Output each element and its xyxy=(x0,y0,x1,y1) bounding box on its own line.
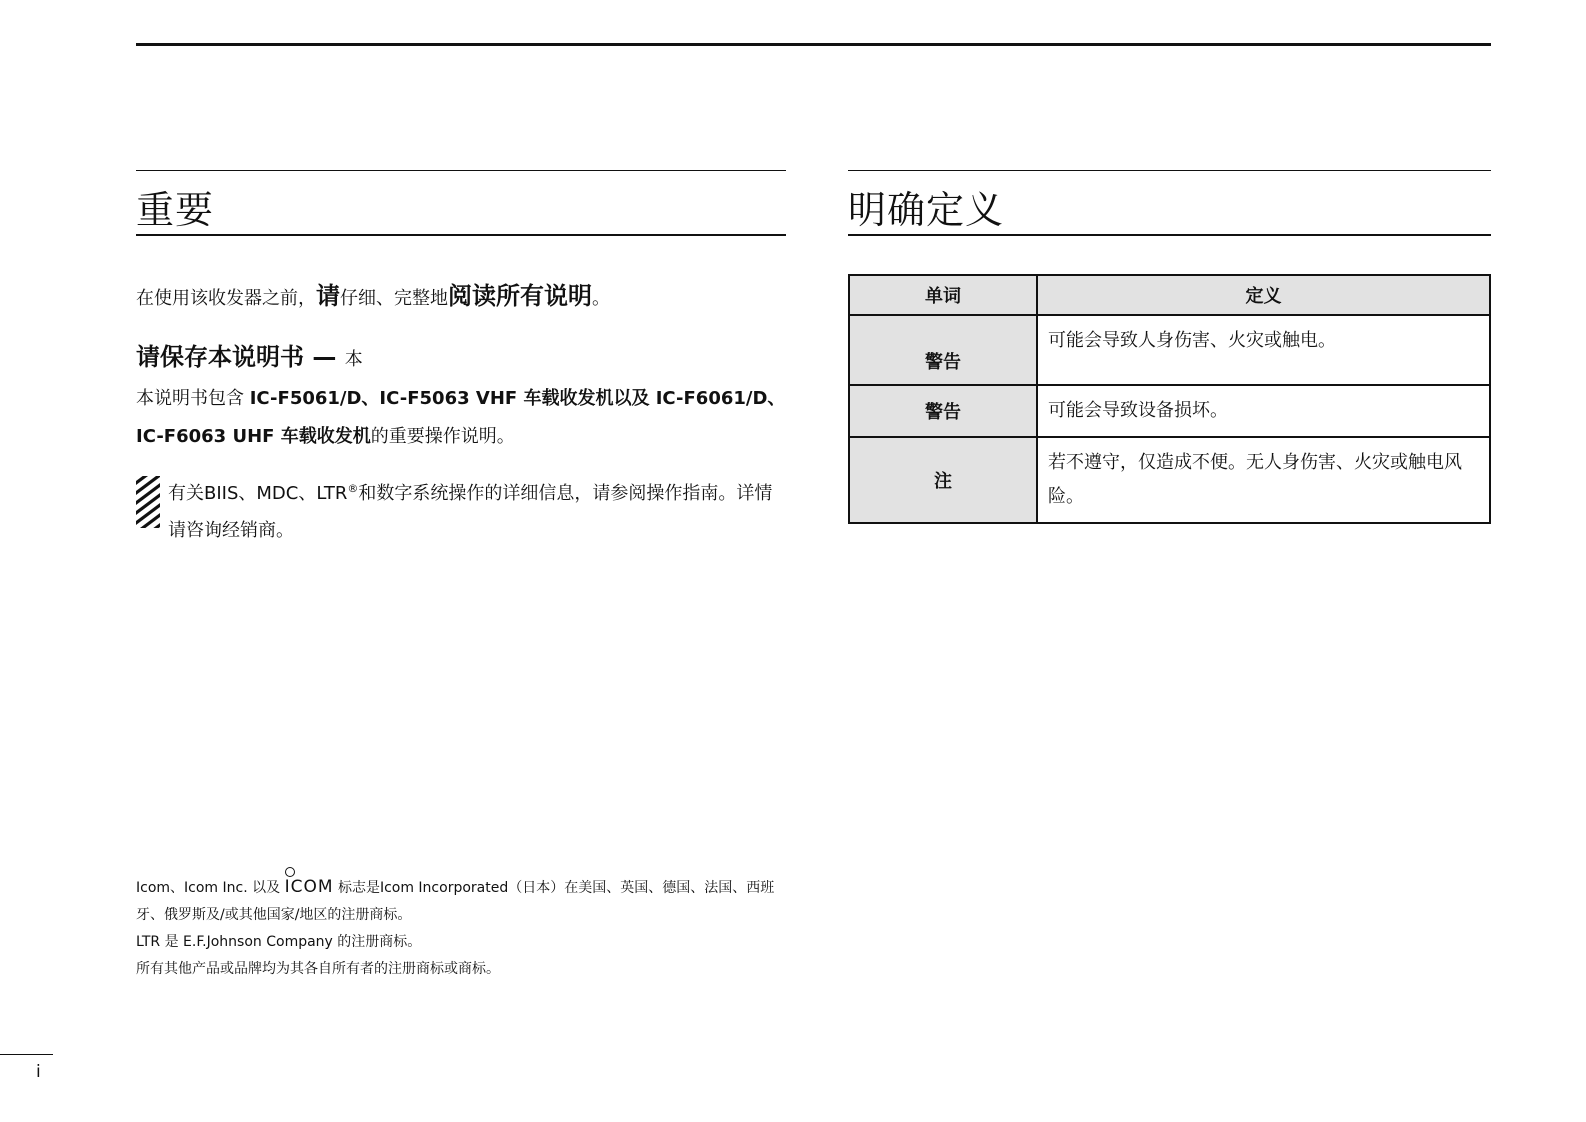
manual-description xyxy=(136,380,786,456)
section-title-definitions: 明确定义 xyxy=(848,191,1491,236)
note-text-2: 和数字系统操作的详细信息，请参阅操作指南。详情请咨询经销商。 xyxy=(168,483,773,541)
trademark-text-1: Icom、Icom Inc. 以及 xyxy=(136,880,281,896)
intro-text-3: 。 xyxy=(592,288,610,309)
icom-logo-ring-icon xyxy=(285,867,295,877)
note-block xyxy=(136,470,786,549)
definition-cell: 若不遵守，仅造成不便。无人身伤害、火灾或触电风险。 xyxy=(1037,437,1490,523)
hatched-note-icon xyxy=(136,476,160,528)
definitions-section xyxy=(848,170,1491,524)
page-number: i xyxy=(36,1062,41,1082)
registered-mark: ® xyxy=(347,482,359,495)
header-definition: 定义 xyxy=(1037,275,1490,315)
trademark-line-others: 所有其他产品或品牌均为其各自所有者的注册商标或商标。 xyxy=(136,961,500,977)
intro-text-1: 在使用该收发器之前， xyxy=(136,288,316,309)
keep-manual-dash: — xyxy=(304,343,345,371)
trademark-line-icom xyxy=(136,874,786,929)
term-cell: 警告 xyxy=(849,385,1037,437)
table-row xyxy=(849,315,1490,385)
note-text-1: 有关BIIS、MDC、LTR xyxy=(168,483,348,504)
keep-manual-tail: 本 xyxy=(344,349,363,370)
definitions-table xyxy=(848,274,1491,524)
trademark-notes xyxy=(136,874,786,983)
title-rule xyxy=(848,170,1491,171)
desc-text-1: 本说明书包含 xyxy=(136,388,250,409)
trademark-line-ltr: LTR 是 E.F.Johnson Company 的注册商标。 xyxy=(136,934,422,950)
keep-manual-heading xyxy=(136,337,786,372)
intro-text-2: 仔细、完整地 xyxy=(340,288,448,309)
title-rule xyxy=(136,170,786,171)
important-section xyxy=(136,170,786,549)
intro-emph-please: 请 xyxy=(316,282,340,310)
section-title-important: 重要 xyxy=(136,191,786,236)
desc-models: IC-F5061/D、IC-F5063 VHF 车载收发机以及 IC-F6061/D、IC-F6063 UHF 车载收发机 xyxy=(136,388,786,447)
table-row xyxy=(849,437,1490,523)
header-term: 单词 xyxy=(849,275,1037,315)
keep-manual-title: 请保存本说明书 xyxy=(136,343,304,371)
page-number-rule xyxy=(0,1054,53,1055)
table-row xyxy=(849,385,1490,437)
icom-logo xyxy=(285,877,334,897)
intro-paragraph xyxy=(136,280,786,315)
term-cell: 注 xyxy=(849,437,1037,523)
term-cell: 警告 xyxy=(849,315,1037,385)
table-header-row xyxy=(849,275,1490,315)
definition-cell: 可能会导致设备损坏。 xyxy=(1037,385,1490,437)
definition-cell: 可能会导致人身伤害、火灾或触电。 xyxy=(1037,315,1490,385)
icom-logo-text: ICOM xyxy=(284,877,334,897)
trademark-text-2: 标志是Icom Incorporated（日本）在美国、英国、德国、法国、西班牙、俄罗斯及/或其他国家/地区的注册商标。 xyxy=(136,880,775,923)
desc-text-2: 的重要操作说明。 xyxy=(370,426,515,447)
top-rule xyxy=(136,43,1491,46)
intro-emph-read-all: 阅读所有说明 xyxy=(448,282,592,310)
